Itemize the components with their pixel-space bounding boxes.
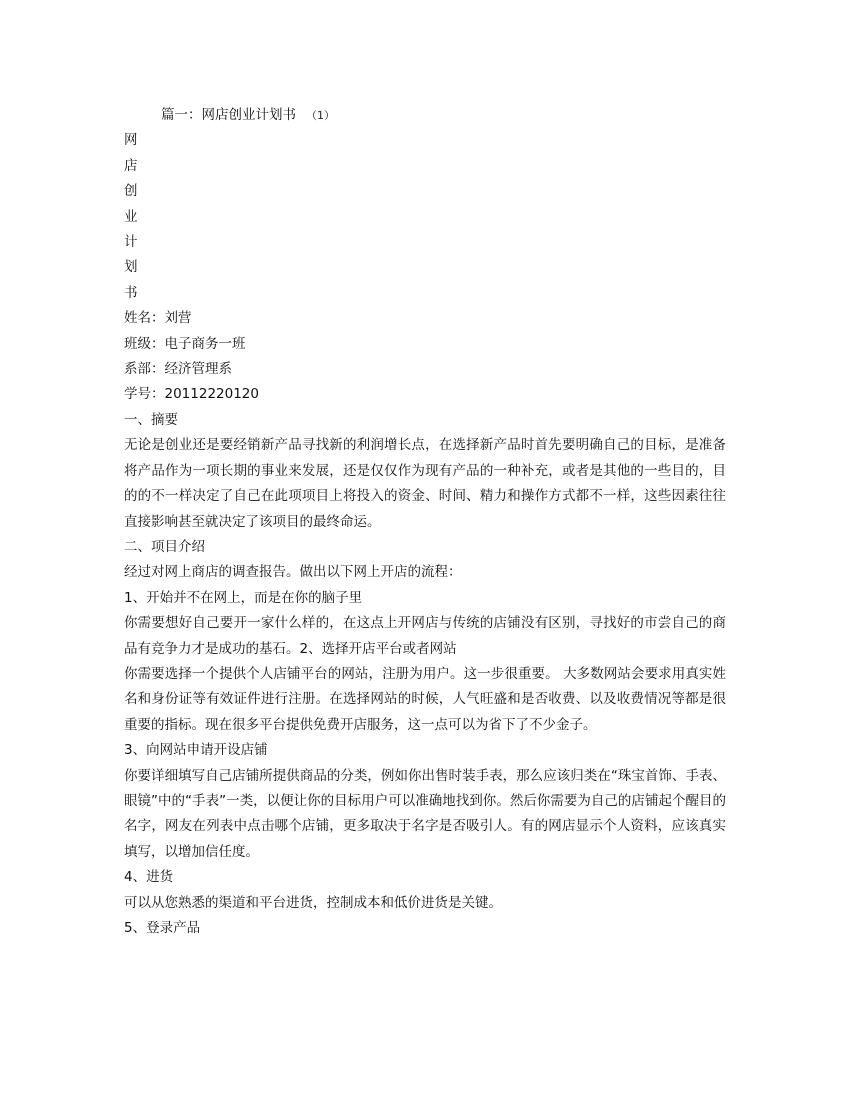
vertical-title-char: 业 bbox=[124, 208, 138, 225]
abstract-text: 无论是创业还是要经销新产品寻找新的利润增长点，在选择新产品时首先要明确自己的目标，是准备将产品作为一项长期的事业来发展，还是仅仅作为现有产品的一种补充，或者是其他的一些目的，目的的不一样决定了自己在此项项目上将投入的资金、时间、精力和操作方式都不一样，这些因素往往直接影响甚至就决定了该项目的最终命运。 bbox=[124, 437, 726, 530]
title-suffix: （1） bbox=[306, 109, 335, 122]
vertical-title-char: 计 bbox=[124, 234, 138, 251]
author-student-id: 学号：20112220120 bbox=[124, 386, 259, 403]
step1-text: 你需要想好自己要开一家什么样的，在这点上开网店与传统的店铺没有区别，寻找好的市尝自己的商品有竞争力才是成功的基石。2、选择开店平台或者网站 bbox=[124, 615, 726, 657]
author-name: 姓名：刘营 bbox=[124, 310, 192, 327]
vertical-title bbox=[124, 128, 726, 306]
vertical-title-char: 创 bbox=[124, 183, 138, 200]
document-body bbox=[124, 103, 726, 941]
step2-text: 你需要选择一个提供个人店铺平台的网站，注册为用户。这一步很重要。 大多数网站会要求用真实姓名和身份证等有效证件进行注册。在选择网站的时候，人气旺盛和是否收费、以及收费情况等都是很重要的指标。现在很多平台提供免费开店服务，这一点可以为省下了不少金子。 bbox=[124, 665, 726, 733]
step1-heading: 1、开始并不在网上，而是在你的脑子里 bbox=[124, 589, 363, 606]
vertical-title-char: 网 bbox=[124, 132, 138, 149]
step3-heading: 3、向网站申请开设店铺 bbox=[124, 742, 268, 759]
project-heading: 二、项目介绍 bbox=[124, 538, 205, 555]
step4-text: 可以从您熟悉的渠道和平台进货，控制成本和低价进货是关键。 bbox=[124, 894, 502, 911]
step3-text: 你要详细填写自己店铺所提供商品的分类，例如你出售时装手表，那么应该归类在“珠宝首饰、手表、眼镜”中的“手表”一类，以便让你的目标用户可以准确地找到你。然后你需要为自己的店铺起个醒目的名字，网友在列表中点击哪个店铺，更多取决于名字是否吸引人。有的网店显示个人资料，应该真实填写，以增加信任度。 bbox=[124, 767, 726, 860]
title-text: 篇一：网店创业计划书 bbox=[161, 107, 296, 123]
project-intro: 经过对网上商店的调查报告。做出以下网上开店的流程： bbox=[124, 564, 462, 581]
step4-heading: 4、进货 bbox=[124, 869, 174, 886]
vertical-title-char: 划 bbox=[124, 259, 138, 276]
document-title bbox=[124, 103, 726, 128]
step5-heading: 5、登录产品 bbox=[124, 920, 201, 936]
vertical-title-char: 店 bbox=[124, 157, 138, 174]
author-department: 系部：经济管理系 bbox=[124, 361, 232, 378]
author-class: 班级：电子商务一班 bbox=[124, 335, 246, 352]
abstract-heading: 一、摘要 bbox=[124, 411, 178, 428]
vertical-title-char: 书 bbox=[124, 284, 138, 301]
